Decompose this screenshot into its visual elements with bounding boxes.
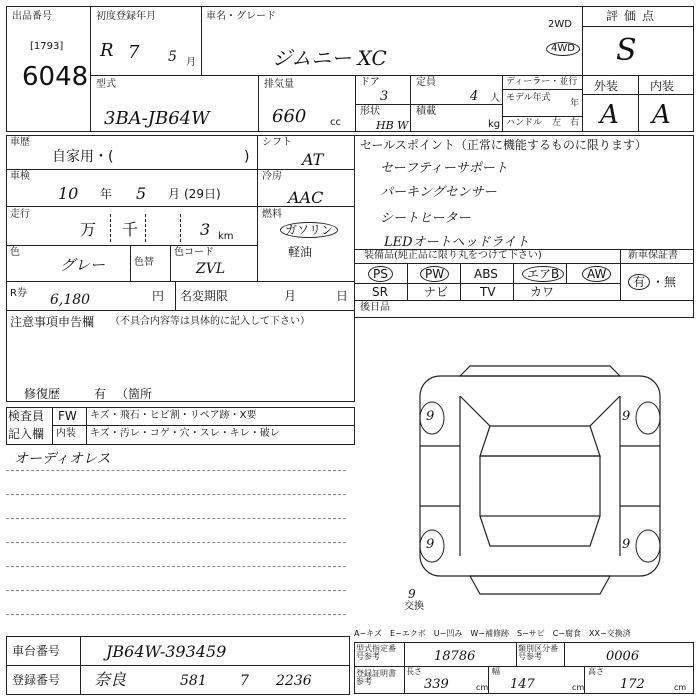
sales-label: セールスポイント（正常に機能するものに限ります） bbox=[360, 138, 647, 152]
color-change-label: 色替 bbox=[134, 257, 154, 268]
fuel-label: 燃料 bbox=[262, 209, 282, 220]
warranty-no: 無 bbox=[664, 275, 677, 289]
rear-bumper bbox=[470, 576, 610, 594]
equip-leather: カワ bbox=[530, 285, 555, 299]
repair-value: 有 bbox=[94, 387, 107, 401]
month-unit: 月 bbox=[186, 57, 196, 68]
sales-item-4: LEDオートヘッドライト bbox=[384, 235, 530, 250]
inspection-label: 車検 bbox=[10, 171, 30, 182]
spec-class-label: 類別区分番号参考 bbox=[518, 644, 558, 661]
tire-mark-rl: 9 bbox=[426, 537, 435, 552]
recycle-label: R券 bbox=[10, 288, 27, 299]
tire-mark-fl: 9 bbox=[426, 409, 435, 424]
spec-height-value: 172 bbox=[620, 677, 645, 692]
repair-label: 修復歴 bbox=[24, 387, 61, 401]
drive-4wd: 4WD bbox=[546, 42, 580, 56]
after-box bbox=[354, 300, 694, 318]
history-close: ) bbox=[244, 149, 250, 165]
windshield bbox=[480, 426, 600, 456]
mileage-value: 3 bbox=[200, 220, 211, 239]
shift-label: シフト bbox=[262, 137, 292, 148]
year-unit: 年 bbox=[570, 99, 580, 109]
handle-label: ハンドル bbox=[506, 118, 543, 128]
title-change-day: 日 bbox=[336, 289, 349, 303]
in-label: 内装 bbox=[56, 428, 76, 439]
shift-value: AT bbox=[302, 150, 324, 169]
frame-value: JB64W-393459 bbox=[106, 642, 227, 661]
color-value: グレー bbox=[60, 256, 106, 274]
inspection-day: (29日) bbox=[184, 187, 221, 201]
color-code-value: ZVL bbox=[196, 261, 226, 277]
first-reg-year: 7 bbox=[128, 42, 140, 63]
lot-sub: [1793] bbox=[30, 41, 64, 52]
interior-label: 内装 bbox=[650, 79, 675, 93]
drive-2wd: 2WD bbox=[548, 19, 572, 30]
registration-region: 奈良 bbox=[94, 670, 127, 689]
ac-label: 冷房 bbox=[262, 171, 282, 182]
fw-text: キズ・飛石・ヒビ割・リペア跡・X要 bbox=[90, 410, 257, 421]
equip-airbag: エアB bbox=[522, 266, 564, 282]
capacity-label: 定員 bbox=[416, 77, 436, 88]
car-diagram bbox=[400, 356, 680, 616]
capacity-value: 4 bbox=[470, 89, 479, 104]
color-code-label: 色コード bbox=[174, 247, 214, 258]
displacement-unit: cc bbox=[330, 117, 341, 128]
first-reg-month: 5 bbox=[168, 49, 177, 65]
registration-label: 登録番号 bbox=[12, 673, 61, 687]
equip-navi: ナビ bbox=[424, 285, 449, 299]
inspection-month: 5 bbox=[136, 184, 147, 203]
history-box bbox=[6, 135, 258, 170]
notes-label: 注意事項申告欄 bbox=[10, 315, 95, 329]
handle-right: 右 bbox=[570, 118, 580, 128]
warranty-label: 新車保証書 bbox=[628, 250, 678, 261]
exterior-grade: A bbox=[600, 100, 619, 130]
inspection-month-unit: 月 bbox=[168, 187, 181, 201]
eval-score: S bbox=[616, 33, 637, 68]
in-text: キズ・汚レ・コゲ・穴・スレ・キレ・破レ bbox=[90, 428, 280, 439]
spare-mark: 9 bbox=[408, 587, 416, 601]
tire-mark-rr: 9 bbox=[622, 537, 631, 552]
registration-number: 2236 bbox=[276, 673, 312, 689]
dealer-label: ディーラー・並行 bbox=[506, 77, 578, 87]
inspector-label-bottom: 記入欄 bbox=[8, 427, 45, 441]
equipment-label: 装備品(純正品に限り丸をつけて下さい) bbox=[364, 250, 542, 261]
equip-aw: AW bbox=[582, 266, 611, 282]
sales-item-2: パーキングセンサー bbox=[380, 185, 497, 200]
equip-tv: TV bbox=[480, 285, 496, 299]
registration-class: 581 bbox=[180, 673, 207, 689]
model-code: 3BA-JB64W bbox=[104, 108, 210, 129]
history-value: 自家用・( bbox=[52, 149, 114, 165]
car-name: ジムニー XC bbox=[272, 46, 387, 70]
notes-hint: （不具合内容等は具体的に記入して下さい） bbox=[110, 316, 310, 327]
spec-width-value: 147 bbox=[510, 677, 535, 692]
mileage-label: 走行 bbox=[10, 209, 30, 220]
shape-value: HB W bbox=[376, 119, 409, 132]
recycle-unit: 円 bbox=[152, 289, 165, 303]
equip-abs: ABS bbox=[474, 267, 498, 281]
inspection-year: 10 bbox=[58, 184, 79, 203]
sales-item-3: シートヒーター bbox=[380, 211, 471, 226]
spec-width-unit: cm bbox=[572, 683, 585, 692]
spec-type-label: 型式指定番号参考 bbox=[356, 644, 396, 661]
spec-cert-label: 登録証明書参考 bbox=[356, 669, 396, 686]
fuel-gasoline: ガソリン bbox=[280, 222, 338, 238]
lot-label: 出品番号 bbox=[12, 11, 52, 22]
frame-label: 車台番号 bbox=[12, 644, 61, 658]
exterior-label: 外装 bbox=[594, 79, 619, 93]
warranty-yes: 有 bbox=[628, 274, 650, 290]
sales-item-1: セーフティーサポート bbox=[380, 161, 508, 176]
front-bumper bbox=[460, 366, 620, 376]
recycle-box bbox=[6, 281, 176, 311]
after-label: 後日品 bbox=[360, 302, 390, 313]
spec-length-label: 長さ bbox=[406, 667, 422, 676]
load-unit: kg bbox=[488, 119, 501, 130]
interior-grade: A bbox=[652, 100, 671, 130]
equip-sr: SR bbox=[372, 285, 388, 299]
ac-value: AAC bbox=[288, 188, 324, 207]
registration-kana: 7 bbox=[240, 673, 249, 689]
tire-mark-fr: 9 bbox=[622, 409, 631, 424]
equip-ps: PS bbox=[368, 266, 393, 282]
history-label: 車歴 bbox=[10, 137, 30, 148]
repair-place: （箇所 bbox=[116, 387, 153, 401]
door-value: 3 bbox=[380, 89, 389, 104]
shape-label: 形状 bbox=[360, 106, 380, 117]
inspector-label-top: 検査員 bbox=[8, 409, 45, 423]
color-label: 色 bbox=[10, 247, 20, 258]
spec-class-value: 0006 bbox=[606, 649, 640, 664]
rear-window bbox=[480, 516, 600, 546]
spec-height-label: 高さ bbox=[588, 667, 604, 676]
tire-rear-right bbox=[636, 530, 660, 562]
load-label: 積載 bbox=[416, 106, 436, 117]
model-label: 型式 bbox=[96, 79, 116, 90]
lot-number: 6048 bbox=[22, 62, 89, 92]
name-label: 車名・グレード bbox=[206, 11, 276, 22]
title-change-month: 月 bbox=[284, 289, 297, 303]
spec-type-value: 18786 bbox=[434, 649, 476, 664]
title-change-label: 名変期限 bbox=[180, 289, 229, 303]
first-reg-era: R bbox=[100, 40, 114, 61]
capacity-unit: 人 bbox=[490, 93, 500, 104]
tire-front-right bbox=[636, 402, 660, 434]
handle-left: 左 bbox=[552, 118, 562, 128]
mileage-unit: km bbox=[218, 231, 234, 242]
legend-text: A−キズ E−エクボ U−凹み W−補修跡 S−サビ C−腐食 XX−交換済 bbox=[354, 629, 631, 638]
diagram-note: 交換 bbox=[404, 601, 424, 612]
recycle-value: 6,180 bbox=[50, 292, 91, 308]
spec-height-unit: cm bbox=[674, 683, 687, 692]
hood-line bbox=[460, 396, 620, 426]
eval-label: 評価点 bbox=[606, 9, 661, 23]
inspection-year-unit: 年 bbox=[100, 187, 113, 201]
spec-length-unit: cm bbox=[476, 683, 489, 692]
equip-pw: PW bbox=[420, 266, 449, 282]
inspector-remark: オーディオレス bbox=[14, 451, 111, 467]
displacement-label: 排気量 bbox=[264, 79, 294, 90]
spec-length-value: 339 bbox=[424, 677, 449, 692]
mileage-sen: 千 bbox=[122, 220, 139, 239]
spec-width-label: 幅 bbox=[492, 667, 500, 676]
fw-label: FW bbox=[58, 409, 77, 423]
model-year-label: モデル年式 bbox=[506, 93, 551, 103]
warranty-sep: ・ bbox=[652, 275, 665, 289]
fuel-light-oil: 軽油 bbox=[288, 245, 313, 259]
mileage-man: 万 bbox=[80, 220, 97, 239]
displacement-value: 660 bbox=[272, 106, 307, 127]
first-reg-label: 初度登録年月 bbox=[96, 11, 156, 22]
door-label: ドア bbox=[360, 77, 380, 88]
roof bbox=[480, 456, 600, 516]
